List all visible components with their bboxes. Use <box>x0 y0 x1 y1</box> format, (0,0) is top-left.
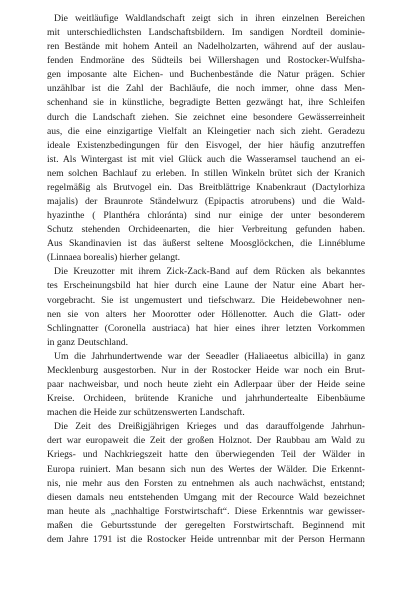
text-line: in ganz Deutschland. <box>47 336 128 348</box>
text-line: Schutz stehenden Orchideenarten, die hier Verbreitung gefunden haben. <box>47 224 365 236</box>
text-line: regelmäßig als Brutvogel ein. Das Breitblättrige Knabenkraut (Dactylorhiza <box>47 181 365 193</box>
text-line: aus, die eine einzigartige Vielfalt an Kleingetier nach sich zieht. Geradezu <box>47 125 365 137</box>
text-line: Europa ruiniert. Man besann sich nun des Wertes der Wälder. Die Erkennt- <box>47 463 365 475</box>
text-line: machen die Heide zur schützenswerten Landschaft. <box>47 407 245 419</box>
text-line: diesen damals neu entstehenden Umgang mit der Recource Wald bezeichnet <box>47 491 365 503</box>
text-line: Die weitläufige Waldlandschaft zeigt sich in ihren einzelnen Bereichen <box>54 13 365 24</box>
text-line: schenhand sie in künstliche, begradigte Betten gezwängt hat, ihre Schleifen <box>47 97 365 109</box>
text-line: Aus Skandinavien ist das äußerst seltene Moosglöckchen, die Linnéblume <box>47 238 365 250</box>
text-line: Kreise. Orchideen, brütende Kraniche und jahrhundertealte Eibenbäume <box>47 393 365 405</box>
text-line: Um die Jahrhundertwende war der Seeadler (Haliaeetus albicilla) in ganz <box>54 350 365 362</box>
text-line: hyazinthe ( Planthéra chloránta) sind nur einige der unter besonderem <box>47 210 365 222</box>
text-line: nem solchen Bachlauf zu erleben. In stillen Winkeln brütet sich der Kranich <box>47 167 365 179</box>
text-line: mit unterschiedlichsten Landschaftsbildern. Im sandigen Nordteil dominie- <box>47 27 365 39</box>
paragraph-sea-eagle <box>47 350 365 420</box>
text-line: dem Jahre 1791 ist die Rostocker Heide untrennbar mit der Person Hermann <box>47 533 365 545</box>
text-line: Die Zeit des Dreißigjährigen Krieges und das darauffolgende Jahrhun- <box>54 421 365 433</box>
text-line: gen imposante alte Eichen- und Buchenbestände die Natur prägen. Schier <box>47 69 365 81</box>
text-line: maßen die Geburtsstunde der geregelten Forstwirtschaft. Beginnend mit <box>47 519 365 531</box>
text-line: unzählbar ist die Zahl der Bachläufe, die noch immer, ohne dass Men- <box>47 83 365 95</box>
text-line: fenden Endmoräne des Südteils bei Willershagen und Rostocker-Wulfsha- <box>47 55 365 67</box>
paragraph-landscape <box>47 12 365 265</box>
text-line: (Linnaea borealis) hierher gelangt. <box>47 252 181 264</box>
text-line: paar nachweisbar, und noch heute zieht ein Adlerpaar über der Heide seine <box>47 379 365 391</box>
text-line: man heute als „nachhaltige Forstwirtschaft“. Diese Erkenntnis war gewisser- <box>47 505 365 517</box>
text-line: Mecklenburg ausgestorben. Nur in der Rostocker Heide war noch ein Brut- <box>47 364 365 376</box>
text-line: durch die Landschaft ziehen. Sie zeichnet eine besondere Gewässerreinheit <box>47 111 365 123</box>
text-line: Die Kreuzotter mit ihrem Zick-Zack-Band auf dem Rücken als bekanntes <box>54 266 365 278</box>
text-line: ren Bestände mit hohem Anteil an Nadelholzarten, während auf der auslau- <box>47 41 365 53</box>
text-line: ideale Existenzbedingungen für den Eisvogel, der hier häufig anzutreffen <box>47 139 365 151</box>
text-line: dert war europaweit die Zeit der großen Holznot. Der Raubbau am Wald zu <box>47 435 365 447</box>
text-line: nis, nie mehr aus den Forsten zu entnehmen als auch nachwächst, entstand; <box>47 477 365 489</box>
body-text <box>47 12 365 547</box>
text-line: Kriegs- und Nachkriegszeit hatte den überwiegenden Teil der Wälder in <box>47 449 365 461</box>
text-line: tes Erscheinungsbild hat hier durch eine Laune der Natur eine Abart her- <box>47 280 365 292</box>
paragraph-forestry <box>47 420 365 547</box>
text-line: ist. Als Wintergast ist mit viel Glück auch die Wasseramsel tauchend an ei- <box>47 153 365 165</box>
text-line: nen sie von alters her Moorotter oder Höllenotter. Auch die Glatt- oder <box>47 308 365 320</box>
text-line: vorgebracht. Sie ist ungemustert und tiefschwarz. Die Heidebewohner nen- <box>47 294 365 306</box>
paragraph-adder <box>47 265 365 349</box>
text-line: Schlingnatter (Coronella austriaca) hat hier eines ihrer letzten Vorkommen <box>47 322 365 334</box>
text-line: majalis) der Braunrote Ständelwurz (Epipactis atrorubens) und die Wald- <box>47 196 365 208</box>
